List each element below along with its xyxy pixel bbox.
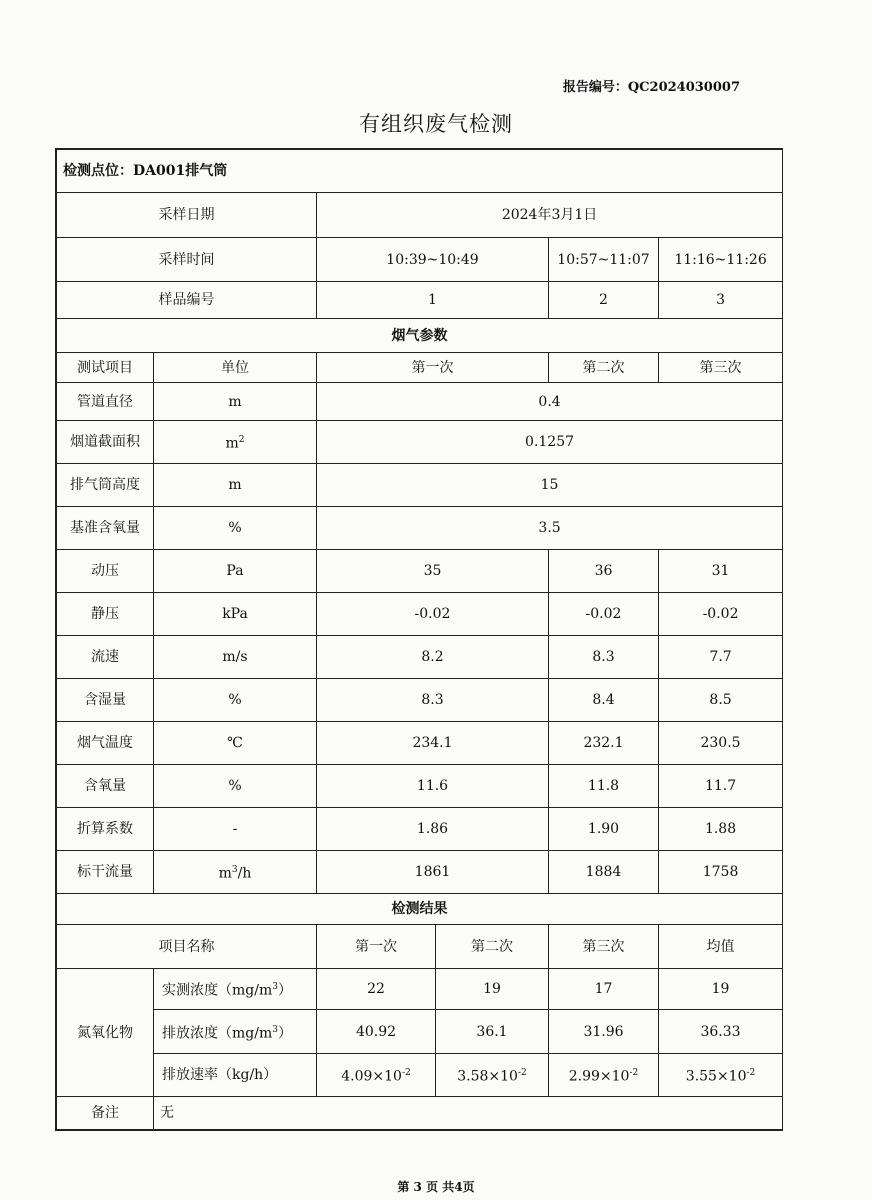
table-row [57, 722, 783, 765]
param-name: 标干流量 [57, 851, 154, 894]
param-unit: % [154, 765, 317, 808]
location-cell: 检测点位：DA001排气筒 [57, 150, 783, 193]
sampling-date-label: 采样日期 [57, 193, 317, 238]
param-unit: m [154, 464, 317, 507]
param-run3: 11.7 [659, 765, 783, 808]
sampling-time-1: 10:39~10:49 [317, 238, 549, 282]
sample-no-label: 样品编号 [57, 282, 317, 319]
flue-header-run3: 第三次 [659, 353, 783, 383]
remark-value: 无 [154, 1097, 783, 1130]
result-header-run3: 第三次 [549, 925, 659, 969]
param-unit: % [154, 679, 317, 722]
result-run2: 19 [436, 969, 549, 1010]
result-label: 排放浓度$(mg/m^3)$ [154, 1010, 317, 1054]
param-name: 含氧量 [57, 765, 154, 808]
param-run2: -0.02 [549, 593, 659, 636]
result-run2: $3.58\times 10^{-2}$ [436, 1054, 549, 1097]
result-header-mean: 均值 [659, 925, 783, 969]
result-label: 排放速率（kg/h） [154, 1054, 317, 1097]
table-row [57, 679, 783, 722]
param-unit: - [154, 808, 317, 851]
sample-no-1: 1 [317, 282, 549, 319]
page-footer: 第 3 页 共4页 [397, 1180, 475, 1194]
flue-header-row [57, 353, 783, 383]
param-run1: -0.02 [317, 593, 549, 636]
param-value: 15 [317, 464, 783, 507]
param-run1: 8.2 [317, 636, 549, 679]
remark-label: 备注 [57, 1097, 154, 1130]
param-unit: $m^2$ [154, 421, 317, 464]
report-table-frame [55, 148, 783, 1131]
flue-section-title: 烟气参数 [57, 319, 783, 353]
flue-header-run2: 第二次 [549, 353, 659, 383]
result-run1: $4.09\times 10^{-2}$ [317, 1054, 436, 1097]
result-header-item: 项目名称 [57, 925, 317, 969]
param-run2: 1884 [549, 851, 659, 894]
table-row [57, 1054, 783, 1097]
param-value: 0.4 [317, 383, 783, 421]
param-run3: 8.5 [659, 679, 783, 722]
param-run2: 8.3 [549, 636, 659, 679]
table-row [57, 550, 783, 593]
param-name: 管道直径 [57, 383, 154, 421]
remark-row [57, 1097, 783, 1130]
param-unit: Pa [154, 550, 317, 593]
table-row [57, 383, 783, 421]
table-row [57, 808, 783, 851]
flue-header-unit: 单位 [154, 353, 317, 383]
param-run2: 11.8 [549, 765, 659, 808]
sampling-time-label: 采样时间 [57, 238, 317, 282]
table-row [57, 765, 783, 808]
result-run2: 36.1 [436, 1010, 549, 1054]
table-row [57, 1010, 783, 1054]
param-name: 烟气温度 [57, 722, 154, 765]
flue-header-run1: 第一次 [317, 353, 549, 383]
table-row [57, 593, 783, 636]
result-run3: 17 [549, 969, 659, 1010]
param-unit: m/s [154, 636, 317, 679]
result-header-row [57, 925, 783, 969]
table-row [57, 507, 783, 550]
param-run1: 8.3 [317, 679, 549, 722]
param-name: 基准含氧量 [57, 507, 154, 550]
pollutant-name: 氮氧化物 [57, 969, 154, 1097]
param-run1: 1.86 [317, 808, 549, 851]
param-run1: 35 [317, 550, 549, 593]
param-name: 静压 [57, 593, 154, 636]
report-table [56, 149, 783, 1130]
param-run3: 31 [659, 550, 783, 593]
result-header-run1: 第一次 [317, 925, 436, 969]
table-row [57, 464, 783, 507]
sampling-date-value: 2024年3月1日 [317, 193, 783, 238]
param-name: 含湿量 [57, 679, 154, 722]
param-unit: % [154, 507, 317, 550]
result-run3: 31.96 [549, 1010, 659, 1054]
param-run3: 1758 [659, 851, 783, 894]
param-run2: 1.90 [549, 808, 659, 851]
param-value: 3.5 [317, 507, 783, 550]
param-run2: 232.1 [549, 722, 659, 765]
flue-header-item: 测试项目 [57, 353, 154, 383]
param-run3: 230.5 [659, 722, 783, 765]
table-row [57, 421, 783, 464]
param-unit: ℃ [154, 722, 317, 765]
param-name: 动压 [57, 550, 154, 593]
param-name: 排气筒高度 [57, 464, 154, 507]
param-value: 0.1257 [317, 421, 783, 464]
report-number: 报告编号：QC2024030007 [562, 80, 740, 95]
param-run2: 8.4 [549, 679, 659, 722]
param-name: 流速 [57, 636, 154, 679]
result-run1: 40.92 [317, 1010, 436, 1054]
result-header-run2: 第二次 [436, 925, 549, 969]
param-name: 折算系数 [57, 808, 154, 851]
param-unit: kPa [154, 593, 317, 636]
result-section-title: 检测结果 [57, 894, 783, 925]
table-row [57, 636, 783, 679]
param-run1: 11.6 [317, 765, 549, 808]
sampling-time-2: 10:57~11:07 [549, 238, 659, 282]
result-mean: $3.55\times 10^{-2}$ [659, 1054, 783, 1097]
param-run1: 1861 [317, 851, 549, 894]
table-row [57, 969, 783, 1010]
sample-no-2: 2 [549, 282, 659, 319]
param-name: 烟道截面积 [57, 421, 154, 464]
param-run2: 36 [549, 550, 659, 593]
param-run3: 1.88 [659, 808, 783, 851]
param-unit: $m^3/h$ [154, 851, 317, 894]
table-row [57, 851, 783, 894]
param-run3: 7.7 [659, 636, 783, 679]
result-run3: $2.99\times 10^{-2}$ [549, 1054, 659, 1097]
param-run1: 234.1 [317, 722, 549, 765]
page-title: 有组织废气检测 [359, 112, 513, 136]
param-unit: m [154, 383, 317, 421]
result-mean: 36.33 [659, 1010, 783, 1054]
result-label: 实测浓度$(mg/m^3)$ [154, 969, 317, 1010]
sampling-time-3: 11:16~11:26 [659, 238, 783, 282]
sample-no-3: 3 [659, 282, 783, 319]
result-mean: 19 [659, 969, 783, 1010]
param-run3: -0.02 [659, 593, 783, 636]
result-run1: 22 [317, 969, 436, 1010]
